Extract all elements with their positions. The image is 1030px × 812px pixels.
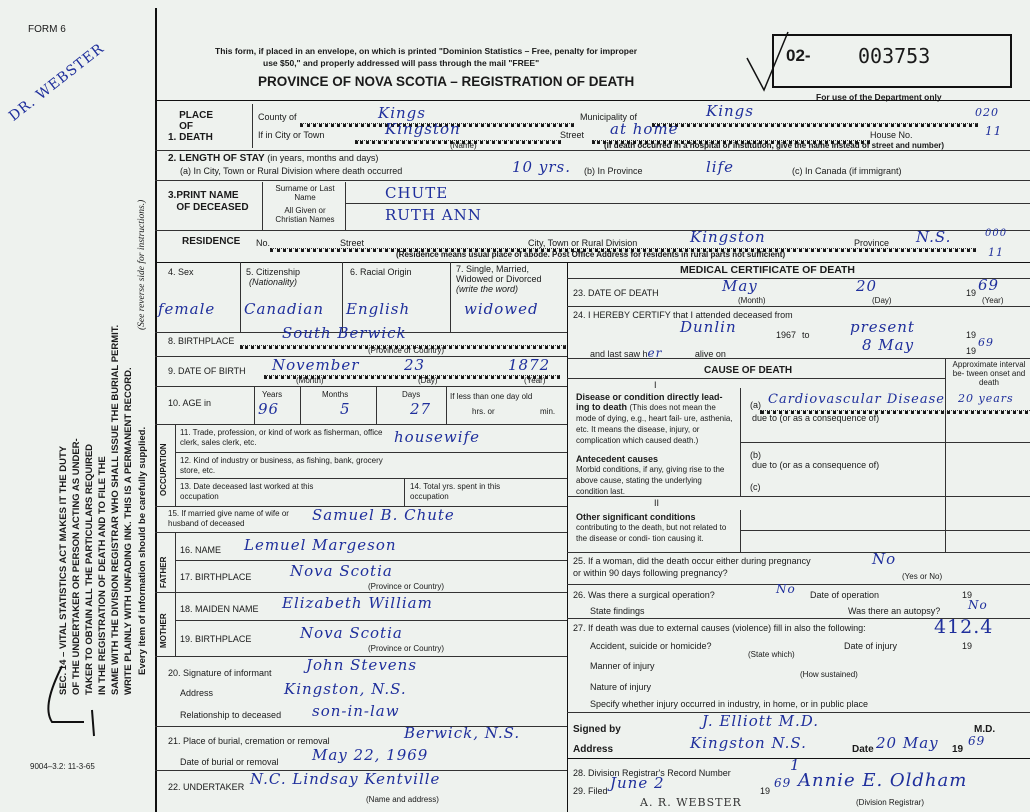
occupation-side-label: OCCUPATION	[159, 443, 168, 496]
residence-city: Kingston	[690, 228, 766, 246]
rule	[945, 358, 946, 552]
signed-label: Signed by	[573, 724, 621, 735]
father-birth: Nova Scotia	[290, 562, 393, 580]
md-label: M.D.	[974, 724, 996, 735]
due-to-2: due to (or as a consequence of)	[752, 460, 880, 470]
months-label: Months	[322, 390, 349, 399]
residence-street-label: Street	[340, 238, 365, 248]
hospital-note: (If death occurred in a hospital or institution, give the name instead of street and number)	[604, 141, 945, 150]
mother-birth-label: 19. BIRTHPLACE	[180, 634, 252, 644]
form-left-border	[155, 8, 157, 812]
house-label: House No.	[870, 130, 913, 140]
less-day-label: If less than one day old	[450, 392, 533, 401]
injury-19: 19	[962, 641, 973, 651]
attended-to-label: to	[802, 330, 810, 340]
rule	[155, 150, 1030, 151]
sustained-caption: (How sustained)	[800, 670, 858, 679]
death-day-caption: (Day)	[872, 296, 892, 305]
dob-day: 23	[404, 356, 426, 374]
birthplace-label: 8. BIRTHPLACE	[168, 336, 235, 346]
residence-city-label: City, Town or Rural Division	[528, 238, 638, 248]
total-years-label: 14. Total yrs. spent in this occupation	[410, 482, 501, 501]
rule	[175, 592, 176, 656]
cause-a-interval: 20 years	[958, 392, 1014, 405]
manner-label: Manner of injury	[590, 661, 655, 671]
stay-c-label: (c) In Canada (if immigrant)	[792, 166, 902, 176]
death-month-caption: (Month)	[738, 296, 766, 305]
rule	[155, 424, 567, 425]
form-title: PROVINCE OF NOVA SCOTIA – REGISTRATION OF DEATH	[258, 74, 635, 89]
accident-label: Accident, suicide or homicide?	[590, 641, 712, 651]
cause-c-label: (c)	[750, 482, 761, 492]
trade-label: 11. Trade, profession, or kind of work as fisherman, office clerk, sales clerk, etc.	[180, 428, 383, 447]
yes-no-caption: (Yes or No)	[902, 572, 943, 581]
spouse-label: 15. If married give name of wife or husband of deceased	[168, 509, 289, 528]
residence-code-2: 11	[988, 246, 1004, 259]
burial-date-label: Date of burial or removal	[180, 757, 279, 767]
mother-birth-caption: (Province or Country)	[368, 644, 445, 653]
last-saw-date: 8 May	[862, 336, 915, 354]
sex-value: female	[158, 300, 216, 318]
relationship-label: Relationship to deceased	[180, 710, 282, 720]
due-to-1: due to (or as a consequence of)	[752, 413, 880, 423]
death-year-prefix: 19	[966, 288, 977, 298]
residence-label: RESIDENCE	[182, 236, 241, 247]
death-date-label: 23. DATE OF DEATH	[573, 288, 659, 298]
rule	[155, 100, 1030, 101]
attended-from: Dunlin	[680, 318, 737, 336]
house-value: 11	[985, 124, 1003, 138]
municipality-label: Municipality of	[580, 112, 638, 122]
undertaker-label: 22. UNDERTAKER	[168, 782, 245, 792]
side-line: IN THE REGISTRATION OF DEATH AND TO FILE THE	[97, 456, 108, 695]
nature-label: Nature of injury	[590, 682, 652, 692]
rule	[567, 584, 1030, 585]
rule	[567, 306, 1030, 307]
rule	[404, 478, 405, 506]
autopsy-value: No	[968, 598, 988, 612]
undertaker-caption: (Name and address)	[366, 795, 439, 804]
surname-value: CHUTE	[385, 184, 449, 202]
informant-address: Kingston, N.S.	[284, 680, 407, 698]
stay-label: 2. LENGTH OF STAY (in years, months and days)	[168, 153, 379, 164]
dept-use-note: For use of the Department only	[816, 92, 942, 102]
given-label: All Given or Christian Names	[275, 206, 335, 224]
mother-maiden: Elizabeth William	[282, 594, 433, 612]
signed-value: J. Elliott M.D.	[702, 712, 819, 730]
roman-two: II	[654, 498, 660, 508]
min-label: min.	[540, 407, 556, 416]
signed-19: 19	[952, 744, 964, 755]
signer-address-label: Address	[573, 744, 614, 755]
dob-year: 1872	[508, 356, 551, 374]
rule	[175, 424, 176, 506]
reg-prefix: 02-	[786, 46, 811, 65]
disease-label: Disease or condition directly lead- ing to death (This does not mean the mode of dying, e.g., heart fail- ure, asthenia, etc. It means the disease, injury, or complication which caused death.)	[576, 392, 733, 445]
rule	[450, 262, 451, 332]
surname-label: Surname or Last Name	[275, 184, 335, 202]
margin-doctor-note: DR. WEBSTER	[6, 40, 108, 125]
age-days: 27	[410, 400, 432, 418]
rule	[155, 532, 567, 533]
signer-address: Kingston N.S.	[690, 734, 807, 752]
age-years: 96	[258, 400, 280, 418]
last-saw-year: 69	[978, 336, 994, 349]
filed-label: 29. Filed	[573, 786, 608, 796]
death-day: 20	[856, 277, 878, 295]
stay-b-value: life	[706, 158, 735, 176]
rule	[300, 386, 301, 424]
record-number: 1	[790, 756, 801, 774]
stay-a-value: 10 yrs.	[512, 158, 571, 176]
rule	[567, 278, 1030, 279]
last-worked-label: 13. Date deceased last worked at this occupation	[180, 482, 314, 501]
attended-year: 1967	[776, 330, 797, 340]
side-line: SAME WITH THE DIVISION REGISTRAR WHO SHALL ISSUE THE BURIAL PERMIT.	[110, 324, 121, 695]
age-label: 10. AGE in	[168, 398, 212, 408]
injury-date-label: Date of injury	[844, 641, 898, 651]
specify-label: Specify whether injury occurred in industry, in home, or in public place	[590, 699, 868, 709]
rule	[345, 203, 1030, 204]
side-supply: Every item of information should be carefully supplied.	[137, 426, 148, 675]
last-saw-19: 19	[966, 346, 977, 356]
cause-a-label: (a)	[750, 400, 761, 410]
rule	[240, 262, 241, 332]
operation-date-label: Date of operation	[810, 590, 880, 600]
burial-date: May 22, 1969	[312, 746, 429, 764]
father-name: Lemuel Margeson	[244, 536, 397, 554]
age-months: 5	[340, 400, 351, 418]
rule	[345, 182, 346, 230]
rule	[175, 532, 176, 592]
rule	[155, 356, 567, 357]
operation-19: 19	[962, 590, 973, 600]
death-month: May	[722, 277, 758, 295]
mother-side-label: MOTHER	[159, 613, 168, 648]
month-caption: (Month)	[296, 376, 324, 385]
external-causes-label: 27. If death was due to external causes (violence) fill in also the following:	[573, 623, 866, 633]
stay-b-label: (b) In Province	[584, 166, 643, 176]
antecedent-label: Antecedent causes Morbid conditions, if any, giving rise to the above cause, stating the underlying condition last.	[576, 454, 725, 496]
dob-month: November	[272, 356, 360, 374]
attended-19: 19	[966, 330, 977, 340]
envelope-note-1: This form, if placed in an envelope, on which is printed "Dominion Statistics – Free, penalty for improper	[215, 46, 638, 56]
rule	[252, 104, 253, 148]
year-caption: (Year)	[524, 376, 546, 385]
filed-date: June 2	[610, 774, 665, 792]
day-caption: (Day)	[418, 376, 438, 385]
rule	[740, 442, 1030, 443]
findings-label: State findings	[590, 606, 645, 616]
rule	[175, 560, 567, 561]
medical-title: MEDICAL CERTIFICATE OF DEATH	[680, 264, 855, 276]
residence-province-label: Province	[854, 238, 890, 248]
hrs-label: hrs. or	[472, 407, 495, 416]
rule	[740, 530, 1030, 531]
column-divider	[567, 262, 568, 812]
father-birth-caption: (Province or Country)	[368, 582, 445, 591]
cause-code: 412.4	[934, 616, 994, 638]
cause-b-label: (b)	[750, 450, 761, 460]
stay-a-label: (a) In City, Town or Rural Division where death occurred	[180, 166, 403, 176]
rule	[376, 386, 377, 424]
surgery-label: 26. Was there a surgical operation?	[573, 590, 715, 600]
marital-label: 7. Single, Married, Widowed or Divorced (write the word)	[456, 264, 542, 294]
province-caption: (Province or Country)	[368, 346, 445, 355]
cause-title: CAUSE OF DEATH	[704, 365, 793, 376]
interval-label: Approximate interval be- tween onset and death	[952, 360, 1026, 387]
side-instructions	[57, 225, 135, 695]
father-side-label: FATHER	[159, 556, 168, 588]
informant-label: 20. Signature of informant	[168, 668, 272, 678]
registrar-caption: (Division Registrar)	[856, 798, 925, 807]
relationship-value: son-in-law	[312, 702, 400, 720]
rule	[446, 386, 447, 424]
rule	[262, 182, 263, 230]
rule	[652, 123, 978, 127]
rule	[155, 592, 567, 593]
street-value: at home	[610, 120, 679, 138]
rule	[155, 180, 1030, 181]
death-year-caption: (Year)	[982, 296, 1004, 305]
place-label: 1. PLACE OF DEATH	[168, 110, 214, 143]
attended-to: present	[850, 318, 915, 336]
side-line: SEC. 14 – VITAL STATISTICS ACT MAKES IT THE DUTY	[58, 445, 69, 695]
days-label: Days	[402, 390, 421, 399]
rule	[175, 620, 567, 621]
burial-label: 21. Place of burial, cremation or removal	[168, 736, 330, 746]
pregnancy-label: 25. If a woman, did the death occur either during pregnancy or within 90 days following pregnancy?	[573, 556, 811, 578]
mother-maiden-label: 18. MAIDEN NAME	[180, 604, 259, 614]
other-label: Other significant conditions contributing to the death, but not related to the disease or condi- tion causing it.	[576, 512, 727, 543]
father-birth-label: 17. BIRTHPLACE	[180, 572, 252, 582]
rule	[567, 358, 1030, 359]
father-name-label: 16. NAME	[180, 545, 222, 555]
informant-name: John Stevens	[306, 656, 418, 674]
roman-one: I	[654, 380, 657, 390]
rule	[155, 386, 567, 387]
county-value: Kings	[378, 104, 426, 122]
racial-label: 6. Racial Origin	[350, 267, 412, 277]
rule	[567, 552, 1030, 553]
given-value: RUTH ANN	[385, 206, 482, 224]
informant-address-label: Address	[180, 688, 214, 698]
rule	[342, 262, 343, 332]
checkmark-icon	[742, 28, 792, 98]
cause-a: Cardiovascular Disease	[768, 392, 945, 407]
form-code: 9004–3.2: 11-3-65	[30, 762, 95, 771]
registrar-signature: Annie E. Oldham	[798, 770, 968, 791]
citizenship-label: 5. Citizenship (Nationality)	[246, 267, 301, 287]
filed-19: 19	[760, 786, 771, 796]
industry-label: 12. Kind of industry or business, as fishing, bank, grocery store, etc.	[180, 456, 383, 475]
street-label: Street	[560, 130, 585, 140]
envelope-note-2: use $50," and properly addressed will pass through the mail "FREE"	[263, 58, 540, 68]
burial-place: Berwick, N.S.	[404, 724, 521, 742]
rule	[567, 496, 1030, 497]
residence-note: (Residence means usual place of abode. Post Office Address for residents in rural parts not sufficient)	[396, 250, 786, 259]
attended-label: 24. I HEREBY CERTIFY that I attended deceased from	[573, 310, 793, 320]
municipality-code: 020	[975, 106, 999, 119]
side-line: TAKER TO OBTAIN ALL THE PARTICULARS REQUIRED	[84, 443, 95, 695]
side-line: OF THE UNDERTAKER OR PERSON ACTING AS UNDER-	[71, 438, 82, 695]
initial-mark-icon	[30, 660, 100, 740]
record-number-label: 28. Division Registrar's Record Number	[573, 768, 731, 778]
years-label: Years	[262, 390, 283, 399]
county-label: County of	[258, 112, 297, 122]
dob-label: 9. DATE OF BIRTH	[168, 366, 246, 376]
print-name-label: 3.PRINT NAME OF DECEASED	[168, 190, 249, 213]
pregnancy-value: No	[872, 550, 897, 568]
rule	[155, 262, 1030, 263]
rule	[740, 510, 741, 552]
racial-value: English	[346, 300, 411, 318]
filed-year: 69	[774, 776, 792, 790]
signed-date-label: Date	[852, 744, 874, 755]
side-line: WRITE PLAINLY WITH UNFADING INK. THIS IS A PERMANENT RECORD.	[123, 367, 134, 695]
residence-province: N.S.	[916, 228, 952, 246]
rule	[254, 386, 255, 424]
undertaker-value: N.C. Lindsay Kentville	[250, 770, 441, 788]
mother-birth: Nova Scotia	[300, 624, 403, 642]
residence-no-label: No.	[256, 238, 271, 248]
bottom-signature: A. R. WEBSTER	[640, 796, 742, 809]
name-caption: (Name)	[450, 141, 477, 150]
surgery-value: No	[776, 582, 796, 596]
reg-number: 003753	[858, 44, 931, 68]
marital-value: widowed	[464, 300, 539, 318]
sex-label: 4. Sex	[168, 267, 194, 277]
trade-value: housewife	[394, 428, 480, 446]
residence-code-1: 000	[985, 228, 1008, 239]
signed-date: 20 May	[876, 734, 939, 752]
side-note: (See reverse side for instructions.)	[137, 199, 147, 330]
death-year: 69	[978, 276, 1000, 294]
rule	[567, 378, 945, 379]
citizenship-value: Canadian	[244, 300, 325, 318]
last-saw-label: and last saw her alive on	[590, 346, 726, 360]
form-label: FORM 6	[28, 24, 66, 35]
city-value: Kingston	[385, 120, 461, 138]
signed-year: 69	[968, 734, 986, 748]
autopsy-label: Was there an autopsy?	[848, 606, 941, 616]
state-which-caption: (State which)	[748, 650, 795, 659]
spouse-value: Samuel B. Chute	[312, 506, 455, 524]
municipality-value: Kings	[706, 102, 754, 120]
rule	[155, 230, 1030, 231]
birthplace-value: South Berwick	[282, 324, 407, 342]
city-label: If in City or Town	[258, 130, 325, 140]
rule	[175, 478, 567, 479]
rule	[175, 452, 567, 453]
